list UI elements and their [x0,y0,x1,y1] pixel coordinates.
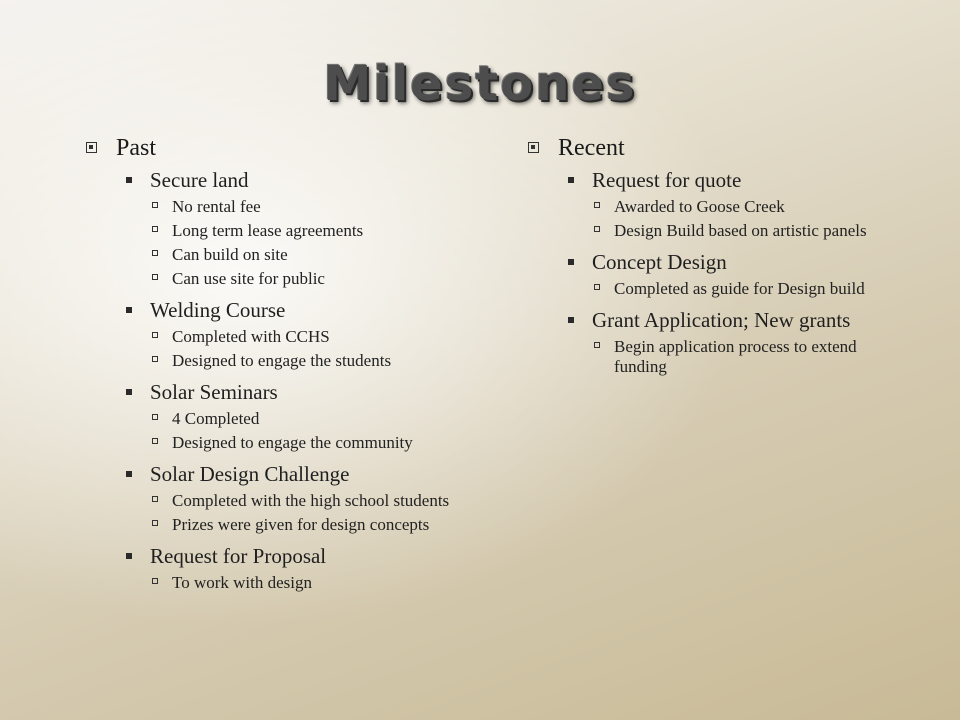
hollow-square-bullet-icon [594,226,600,232]
past-column [86,134,462,597]
detail-text: Completed as guide for Design build [614,279,865,298]
milestone-details [150,571,462,595]
filled-square-bullet-icon [568,259,574,265]
milestone-label: Concept Design [592,250,727,274]
filled-square-bullet-icon [568,177,574,183]
detail-text: Prizes were given for design concepts [172,515,430,534]
hollow-square-bullet-icon [152,578,158,584]
detail-text: Designed to engage the community [172,433,413,452]
detail-text: Can build on site [172,245,288,264]
detail-text: Begin application process to extend funding [614,337,857,376]
filled-square-bullet-icon [126,177,132,183]
hollow-square-bullet-icon [152,520,158,526]
detail-text: 4 Completed [172,409,260,428]
detail-text: No rental fee [172,197,261,216]
milestone-label: Secure land [150,168,249,192]
detail-text: Can use site for public [172,269,325,288]
recent-column [528,134,908,381]
detail-item [116,243,462,267]
milestone-label: Solar Seminars [150,380,278,404]
filled-square-bullet-icon [126,389,132,395]
milestone-label: Grant Application; New grants [592,308,851,332]
milestone-item [558,168,908,243]
detail-item [116,267,462,291]
milestone-details [592,335,908,379]
recent-heading: Recent [558,135,625,161]
detail-item [558,195,908,219]
recent-items [558,168,908,379]
detail-item [116,195,462,219]
detail-text: To work with design [172,573,312,592]
detail-text: Design Build based on artistic panels [614,221,867,240]
hollow-square-bullet-icon [152,356,158,362]
hollow-square-bullet-icon [152,438,158,444]
milestone-label: Solar Design Challenge [150,462,350,486]
filled-square-bullet-icon [126,471,132,477]
square-bullet-icon [528,142,539,153]
filled-square-bullet-icon [568,317,574,323]
hollow-square-bullet-icon [152,274,158,280]
hollow-square-bullet-icon [594,284,600,290]
detail-item [558,335,908,379]
milestone-item [116,544,462,595]
milestone-details [592,277,908,301]
square-bullet-icon [86,142,97,153]
detail-text: Long term lease agreements [172,221,364,240]
milestone-label: Request for Proposal [150,544,327,568]
detail-item [116,513,462,537]
detail-item [116,431,462,455]
detail-item [558,219,908,243]
detail-item [116,489,462,513]
hollow-square-bullet-icon [594,342,600,348]
hollow-square-bullet-icon [152,332,158,338]
detail-text: Completed with the high school students [172,491,450,510]
detail-text: Completed with CCHS [172,327,330,346]
past-heading: Past [116,135,157,161]
milestone-label: Request for quote [592,168,742,192]
milestone-details [150,195,462,291]
milestone-item [116,380,462,455]
milestone-item [116,462,462,537]
hollow-square-bullet-icon [152,226,158,232]
detail-item [116,571,462,595]
milestone-label: Welding Course [150,298,286,322]
milestone-details [592,195,908,243]
detail-item [116,219,462,243]
hollow-square-bullet-icon [594,202,600,208]
filled-square-bullet-icon [126,553,132,559]
slide-title: Milestones [323,56,637,112]
hollow-square-bullet-icon [152,496,158,502]
milestone-item [558,308,908,379]
milestone-details [150,407,462,455]
milestone-item [116,168,462,291]
milestone-details [150,489,462,537]
recent-heading-item [528,134,908,379]
past-heading-item [86,134,462,595]
past-items [116,168,462,595]
detail-item [116,349,462,373]
milestone-item [116,298,462,373]
hollow-square-bullet-icon [152,202,158,208]
detail-item [116,407,462,431]
detail-text: Designed to engage the students [172,351,392,370]
filled-square-bullet-icon [126,307,132,313]
past-list [86,134,462,595]
detail-item [116,325,462,349]
detail-item [558,277,908,301]
hollow-square-bullet-icon [152,414,158,420]
milestone-details [150,325,462,373]
milestone-item [558,250,908,301]
hollow-square-bullet-icon [152,250,158,256]
detail-text: Awarded to Goose Creek [614,197,785,216]
recent-list [528,134,908,379]
